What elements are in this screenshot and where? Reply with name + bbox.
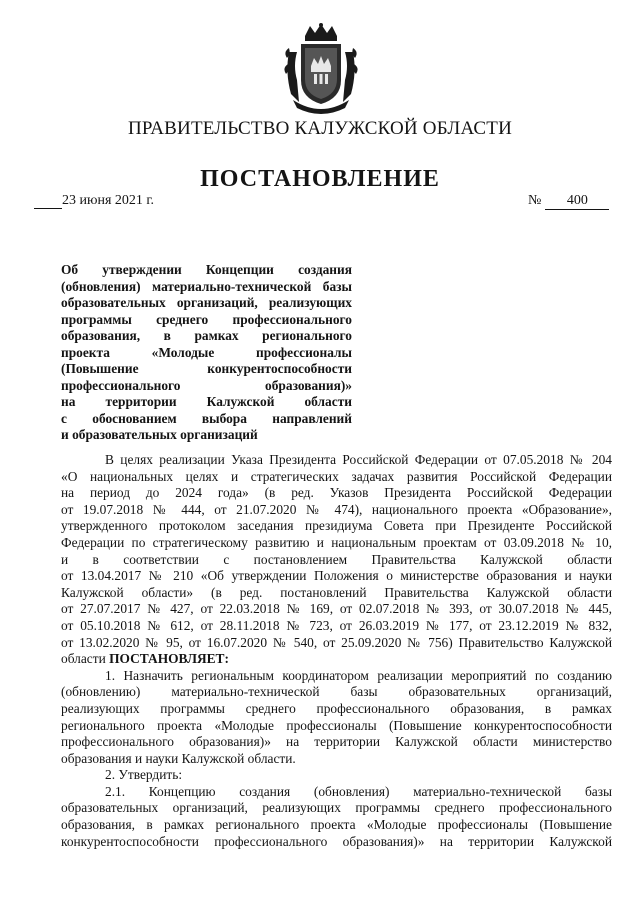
coat-of-arms-emblem bbox=[283, 22, 359, 114]
subject-line: Об утверждении Концепции создания bbox=[61, 262, 352, 277]
body-line: образования и науки Калужской области. bbox=[61, 750, 296, 766]
subject-line: и образовательных организаций bbox=[61, 427, 258, 442]
subject-line: (обновления) материально-технической базы bbox=[61, 278, 352, 294]
body-line: от 05.10.2018 № 612, от 28.11.2018 № 723, от 26.03.2019 № 177, от 23.12.2019 № 832, bbox=[61, 617, 612, 633]
subject-line: с обоснованием выбора направлений bbox=[61, 410, 352, 426]
date-text: 23 июня 2021 г. bbox=[62, 193, 155, 208]
body-line: от 19.07.2018 № 444, от 21.07.2020 № 474), национального проекта «Образование», bbox=[61, 501, 612, 517]
body-line: реализующих программы среднего профессионального образования, в рамках bbox=[61, 700, 612, 716]
body-line: «О национальных целях и стратегических задачах развития Российской Федерации bbox=[61, 468, 612, 484]
document-date bbox=[34, 193, 154, 209]
number-sign: № bbox=[528, 193, 542, 208]
subject-line: образования, в рамках регионального bbox=[61, 328, 352, 343]
body-line-prefix: области bbox=[61, 651, 106, 667]
body-line: конкурентоспособности профессионального образования)» на территории Калужской bbox=[61, 833, 612, 849]
body-line: (обновлению) материально-технической базы образовательных организаций, bbox=[61, 684, 612, 700]
body-line: 1. Назначить региональным координатором реализации мероприятий по созданию bbox=[105, 667, 612, 683]
body-line: от 13.02.2020 № 95, от 16.07.2020 № 540, от 25.09.2020 № 756) Правительство Калужской bbox=[61, 634, 612, 650]
document-number bbox=[528, 193, 609, 210]
decree-word: ПОСТАНОВЛЯЕТ: bbox=[109, 651, 229, 667]
body-line: регионального проекта «Молодые профессионалы (Повышение конкурентоспособности bbox=[61, 717, 612, 733]
body-line: 2.1. Концепцию создания (обновления) материально-технической базы bbox=[105, 783, 612, 799]
body-line: 2. Утвердить: bbox=[105, 767, 183, 783]
subject-line: профессионального образования)» bbox=[61, 377, 352, 393]
body-line: и в соответствии с постановлением Правительства Калужской области bbox=[61, 551, 612, 567]
subject-line: проекта «Молодые профессионалы bbox=[61, 344, 352, 360]
body-line bbox=[61, 651, 612, 668]
body-line: Калужской области» (в ред. постановлений Правительства Калужской области bbox=[61, 584, 612, 600]
body-line: образовательных организаций, реализующих программы среднего профессионального bbox=[61, 800, 612, 816]
body-line: от 13.04.2017 № 210 «Об утверждении Положения о министерстве образования и науки bbox=[61, 568, 612, 584]
body-line: профессионального образования)» на территории Калужской области министерство bbox=[61, 734, 612, 750]
document-subject bbox=[61, 262, 352, 444]
document-type-title: ПОСТАНОВЛЕНИЕ bbox=[200, 166, 440, 192]
body-line: Федерации по стратегическому развитию и национальным проектам от 03.09.2018 № 10, bbox=[61, 534, 612, 550]
subject-line: программы среднего профессионального bbox=[61, 311, 352, 327]
body-line: на период до 2024 года» (в ред. Указов Президента Российской Федерации bbox=[61, 485, 612, 501]
date-underline bbox=[34, 195, 62, 209]
government-title: ПРАВИТЕЛЬСТВО КАЛУЖСКОЙ ОБЛАСТИ bbox=[127, 118, 513, 139]
subject-line: на территории Калужской области bbox=[61, 394, 352, 409]
body-line: В целях реализации Указа Президента Российской Федерации от 07.05.2018 № 204 bbox=[105, 452, 612, 467]
subject-line: образовательных организаций, реализующих bbox=[61, 295, 352, 310]
document-body bbox=[61, 452, 612, 850]
body-line: от 27.07.2017 № 427, от 22.03.2018 № 169, от 02.07.2018 № 393, от 30.07.2018 № 445, bbox=[61, 601, 612, 617]
subject-line: (Повышение конкурентоспособности bbox=[61, 361, 352, 376]
number-value: 400 bbox=[545, 193, 609, 210]
body-line: образования, в рамках регионального проекта «Молодые профессионалы (Повышение bbox=[61, 817, 612, 833]
body-line: утвержденного протоколом заседания президиума Совета при Президенте Российской bbox=[61, 518, 612, 534]
